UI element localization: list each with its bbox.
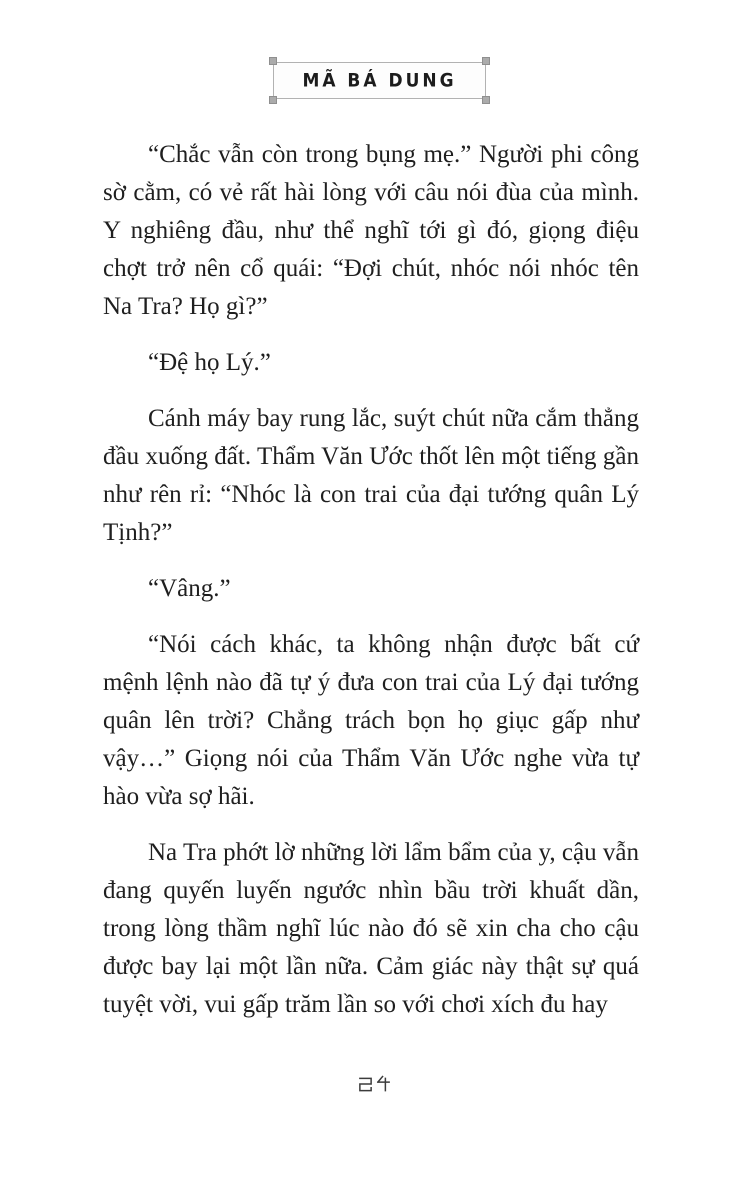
page-number bbox=[0, 1072, 748, 1096]
paragraph: Na Tra phớt lờ những lời lẩm bẩm của y, cậu vẫn đang quyến luyến ngước nhìn bầu trời khuất dần, trong lòng thầm nghĩ lúc nào đó sẽ xin cha cho cậu được bay lại một lần nữa. Cảm giác này thật sự quá tuyệt vời, vui gấp trăm lần so với chơi xích đu hay bbox=[103, 839, 639, 1018]
author-name: MÃ BÁ DUNG bbox=[302, 69, 457, 92]
paragraph: “Đệ họ Lý.” bbox=[148, 349, 271, 376]
body-text bbox=[103, 136, 639, 1042]
banner-corner-ornament bbox=[269, 57, 277, 65]
banner-corner-ornament bbox=[269, 96, 277, 104]
running-head-banner bbox=[273, 62, 486, 99]
banner-corner-ornament bbox=[482, 57, 490, 65]
paragraph: Cánh máy bay rung lắc, suýt chút nữa cắm thẳng đầu xuống đất. Thẩm Văn Ước thốt lên một tiếng gần như rên rỉ: “Nhóc là con trai của đại tướng quân Lý Tịnh?” bbox=[103, 405, 639, 546]
digit-4-glyph bbox=[376, 1074, 391, 1094]
paragraph: “Vâng.” bbox=[148, 575, 231, 602]
paragraph: “Chắc vẫn còn trong bụng mẹ.” Người phi công sờ cằm, có vẻ rất hài lòng với câu nói đùa của mình. Y nghiêng đầu, như thể nghĩ tới gì đó, giọng điệu chợt trở nên cổ quái: “Đợi chút, nhóc nói nhóc tên Na Tra? Họ gì?” bbox=[103, 141, 639, 320]
digit-2-glyph bbox=[358, 1074, 373, 1094]
banner-corner-ornament bbox=[482, 96, 490, 104]
paragraph: “Nói cách khác, ta không nhận được bất cứ mệnh lệnh nào đã tự ý đưa con trai của Lý đại tướng quân lên trời? Chẳng trách bọn họ giục gấp như vậy…” Giọng nói của Thẩm Văn Ước nghe vừa tự hào vừa sợ hãi. bbox=[103, 631, 639, 810]
